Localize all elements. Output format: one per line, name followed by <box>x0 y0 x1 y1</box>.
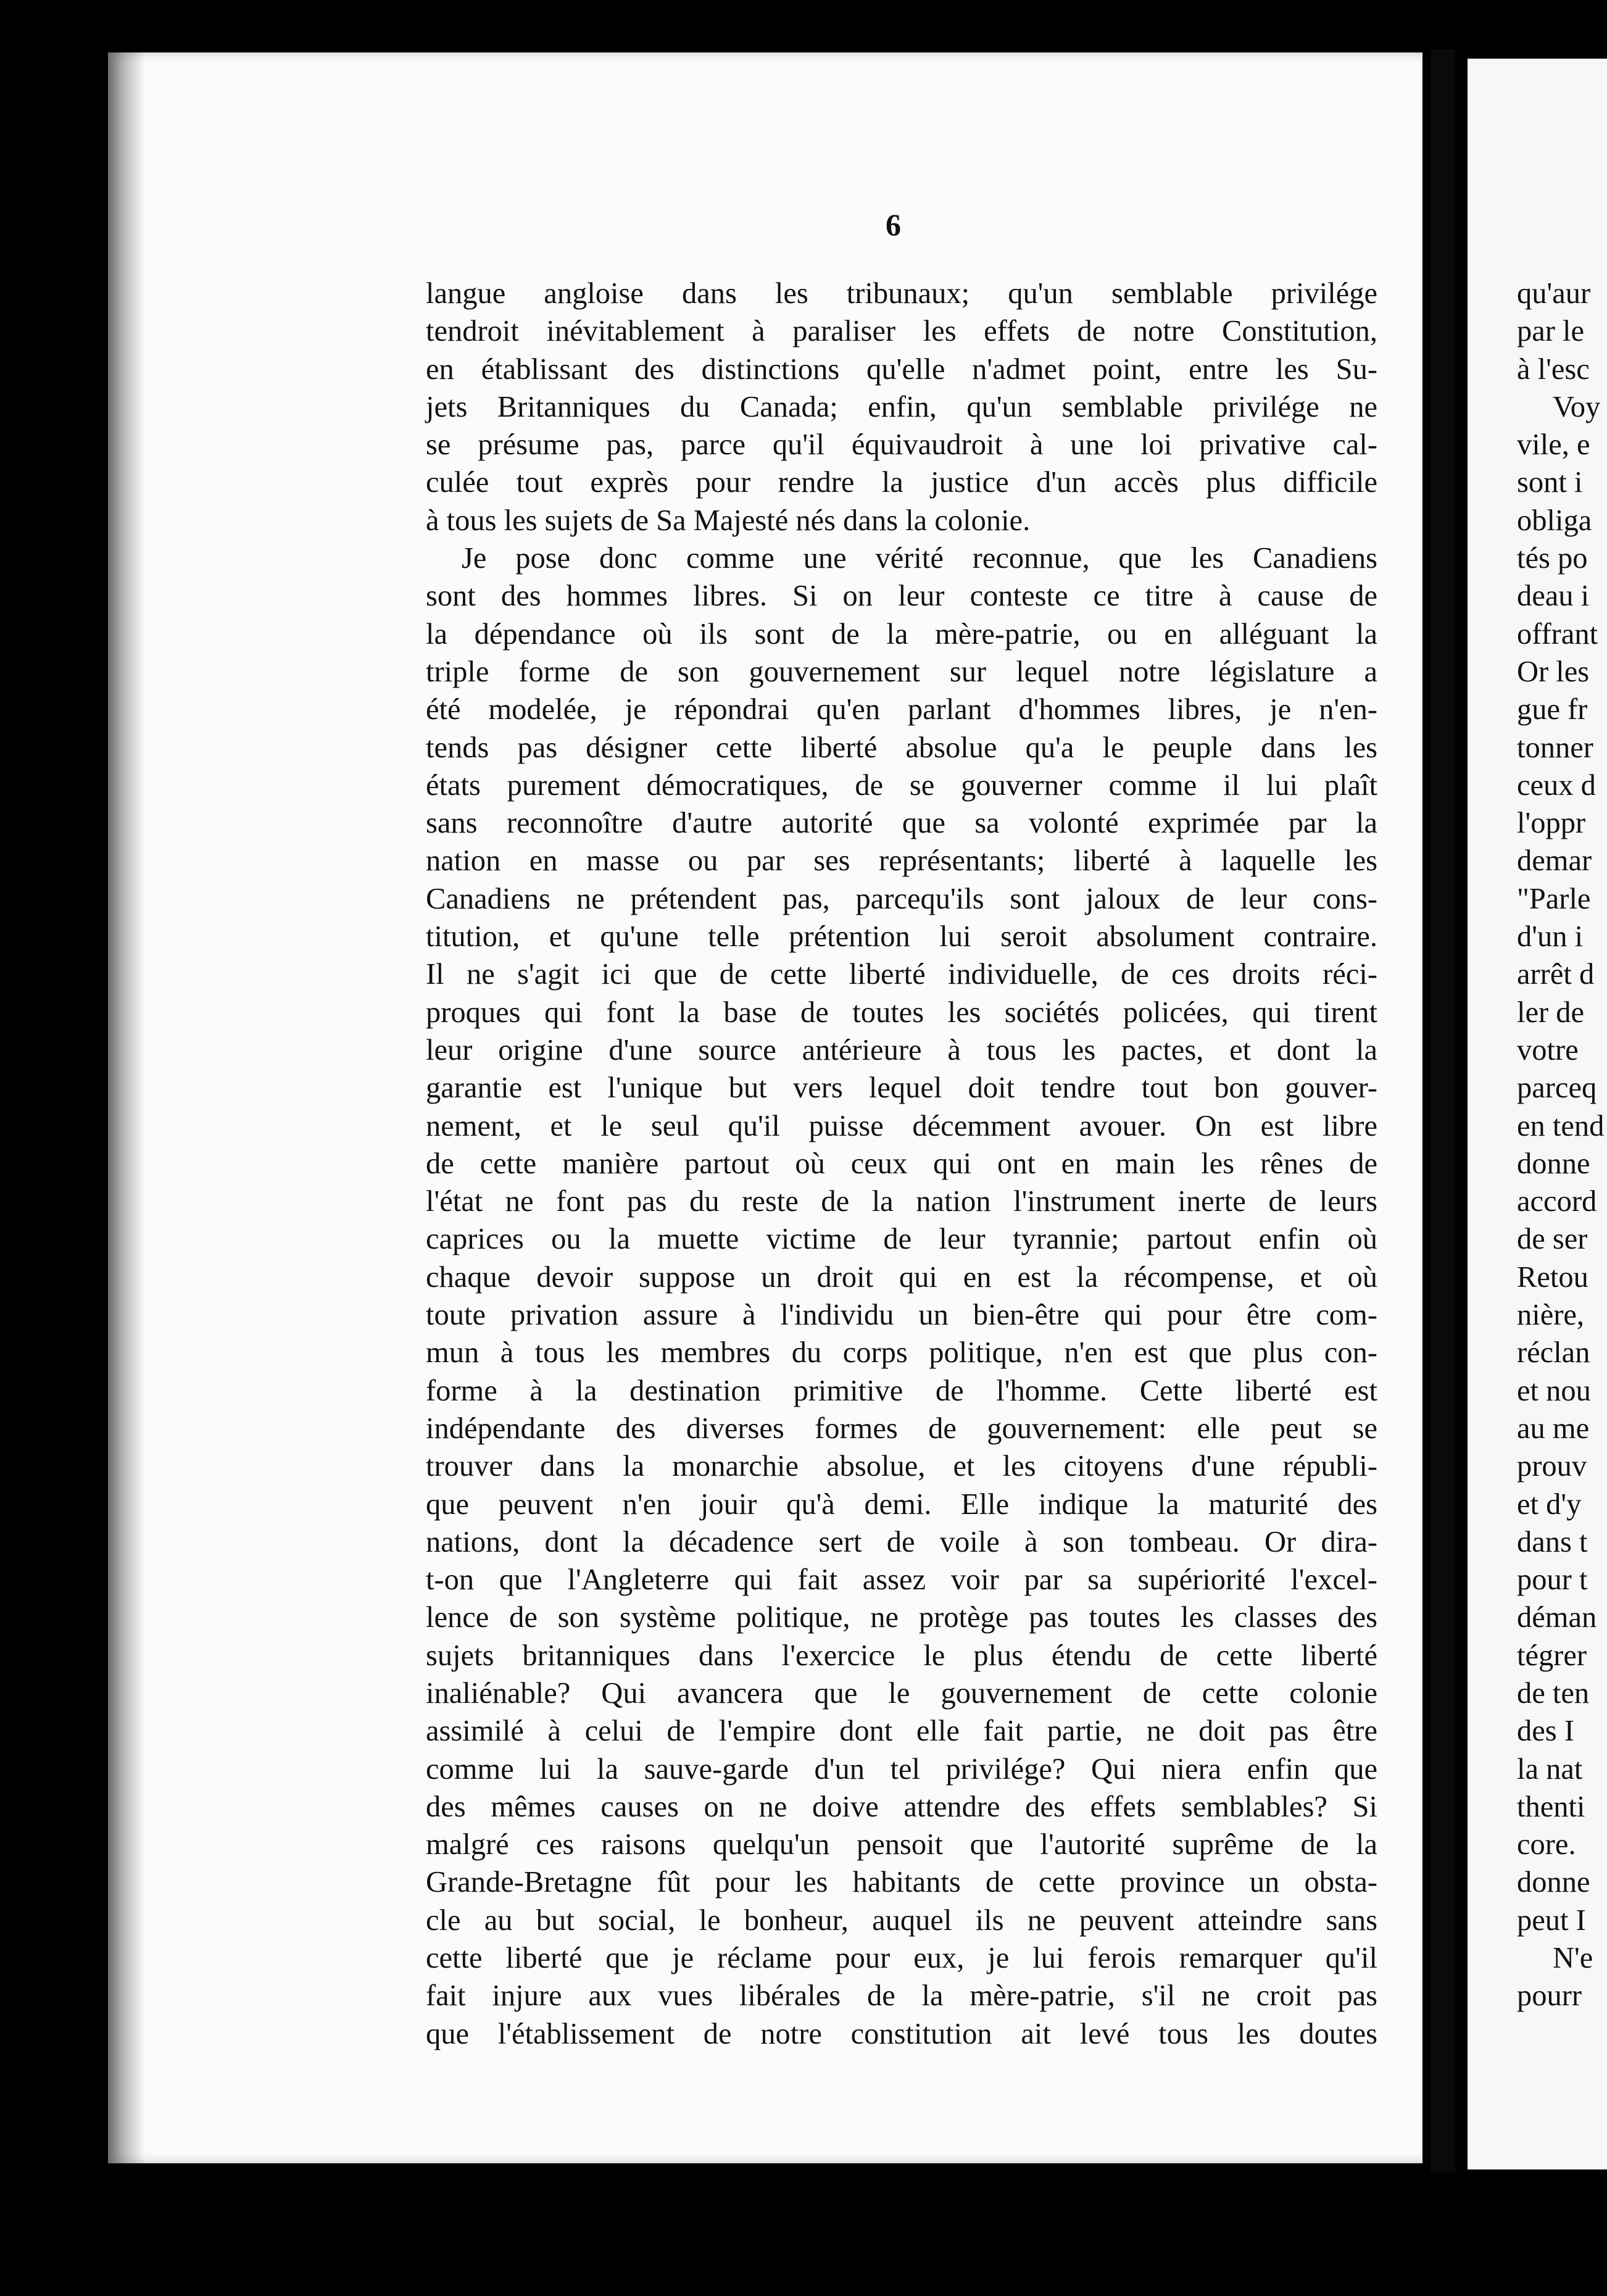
facing-page-line: de ten <box>1517 1676 1590 1710</box>
facing-page-line: accord <box>1517 1185 1597 1218</box>
text-line: cle au but social, le bonheur, auquel ils ne peuvent atteindre sans <box>426 1903 1377 1937</box>
facing-page-line: au me <box>1517 1412 1590 1445</box>
text-line: leur origine d'une source antérieure à tous les pactes, et dont la <box>426 1033 1377 1067</box>
facing-page-line: de ser <box>1517 1223 1588 1256</box>
facing-page-line: tés po <box>1517 542 1588 575</box>
text-line: la dépendance où ils sont de la mère-patrie, ou en alléguant la <box>426 617 1377 651</box>
text-line: mun à tous les membres du corps politique, n'en est que plus con- <box>426 1336 1377 1370</box>
facing-page-line: par le <box>1517 315 1585 348</box>
facing-page-line: ler de <box>1517 996 1585 1029</box>
text-line: été modelée, je répondrai qu'en parlant d'hommes libres, je n'en- <box>426 693 1377 726</box>
text-line: t-on que l'Angleterre qui fait assez voir par sa supériorité l'excel- <box>426 1563 1377 1597</box>
text-line: malgré ces raisons quelqu'un pensoit que l'autorité suprême de la <box>426 1828 1377 1861</box>
facing-page-line: réclan <box>1517 1336 1590 1370</box>
text-line: l'état ne font pas du reste de la nation l'instrument inerte de leurs <box>426 1185 1377 1218</box>
facing-page-line: obliga <box>1517 504 1592 537</box>
text-line: de cette manière partout où ceux qui ont en main les rênes de <box>426 1147 1377 1180</box>
facing-page-line: vile, e <box>1517 428 1590 462</box>
text-line: assimilé à celui de l'empire dont elle fait partie, ne doit pas être <box>426 1715 1377 1748</box>
text-line: caprices ou la muette victime de leur tyrannie; partout enfin où <box>426 1223 1377 1256</box>
facing-page-line: tégrer <box>1517 1639 1587 1672</box>
text-line: comme lui la sauve-garde d'un tel privilége? Qui niera enfin que <box>426 1752 1377 1786</box>
text-line: Canadiens ne prétendent pas, parcequ'ils sont jaloux de leur cons- <box>426 882 1377 915</box>
facing-page-line: dans t <box>1517 1525 1588 1558</box>
text-line: Je pose donc comme une vérité reconnue, que les Canadiens <box>462 542 1377 575</box>
facing-page-line: pourr <box>1517 1979 1582 2013</box>
facing-page-line: qu'aur <box>1517 277 1591 310</box>
facing-page-line: en tend <box>1517 1109 1605 1142</box>
text-line: que l'établissement de notre constitution ait levé tous les doutes <box>426 2017 1377 2050</box>
facing-page-line: "Parle <box>1517 882 1591 915</box>
facing-page-line: et nou <box>1517 1374 1591 1407</box>
text-line: indépendante des diverses formes de gouvernement: elle peut se <box>426 1412 1377 1445</box>
body-text <box>426 275 1377 2053</box>
facing-page-line: des I <box>1517 1715 1574 1748</box>
text-line: états purement démocratiques, de se gouverner comme il lui plaît <box>426 768 1377 802</box>
text-line: triple forme de son gouvernement sur lequel notre législature a <box>426 655 1377 688</box>
text-line: en établissant des distinctions qu'elle n'admet point, entre les Su- <box>426 352 1377 386</box>
facing-page-line: donne <box>1517 1866 1590 1899</box>
text-line: sujets britanniques dans l'exercice le plus étendu de cette liberté <box>426 1639 1377 1672</box>
facing-page-line: Retou <box>1517 1260 1588 1294</box>
facing-page-line: Voy <box>1553 390 1601 423</box>
text-line: nations, dont la décadence sert de voile à son tombeau. Or dira- <box>426 1525 1377 1558</box>
page-number: 6 <box>886 207 901 242</box>
text-line: des mêmes causes on ne doive attendre des effets semblables? Si <box>426 1790 1377 1823</box>
text-line: garantie est l'unique but vers lequel doit tendre tout bon gouver- <box>426 1071 1377 1105</box>
text-line: que peuvent n'en jouir qu'à demi. Elle indique la maturité des <box>426 1487 1377 1521</box>
facing-page-line: votre <box>1517 1033 1579 1067</box>
facing-page-line: ceux d <box>1517 768 1596 802</box>
facing-page-line: prouv <box>1517 1450 1587 1483</box>
facing-page-line: d'un i <box>1517 920 1584 954</box>
text-line: toute privation assure à l'individu un bien-être qui pour être com- <box>426 1299 1377 1332</box>
text-line: fait injure aux vues libérales de la mère-patrie, s'il ne croit pas <box>426 1979 1377 2013</box>
book-spine <box>1431 49 1455 2173</box>
text-line: à tous les sujets de Sa Majesté nés dans la colonie. <box>426 504 1031 537</box>
facing-page-line: arrêt d <box>1517 958 1595 991</box>
text-line: lence de son système politique, ne protège pas toutes les classes des <box>426 1601 1377 1634</box>
text-line: cette liberté que je réclame pour eux, je lui ferois remarquer qu'il <box>426 1942 1377 1975</box>
text-line: langue angloise dans les tribunaux; qu'un semblable privilége <box>426 277 1377 310</box>
facing-page-line: nière, <box>1517 1299 1585 1332</box>
facing-page-line: N'e <box>1553 1942 1593 1975</box>
facing-page-line: deau i <box>1517 580 1590 613</box>
text-line: chaque devoir suppose un droit qui en est la récompense, et où <box>426 1260 1377 1294</box>
text-line: culée tout exprès pour rendre la justice d'un accès plus difficile <box>426 466 1377 499</box>
facing-page-line: déman <box>1517 1601 1597 1634</box>
text-line: proques qui font la base de toutes les sociétés policées, qui tirent <box>426 996 1377 1029</box>
facing-page-text <box>1517 275 1604 2015</box>
facing-page <box>1468 59 1607 2169</box>
text-line: inaliénable? Qui avancera que le gouvernement de cette colonie <box>426 1676 1377 1710</box>
text-line: tends pas désigner cette liberté absolue qu'a le peuple dans les <box>426 731 1377 764</box>
facing-page-line: peut I <box>1517 1903 1586 1937</box>
facing-page-line: parceq <box>1517 1071 1597 1105</box>
facing-page-line: donne <box>1517 1147 1590 1180</box>
facing-page-line: thenti <box>1517 1790 1585 1823</box>
text-line: Il ne s'agit ici que de cette liberté individuelle, de ces droits réci- <box>426 958 1377 991</box>
facing-page-line: sont i <box>1517 466 1583 499</box>
facing-page-line: et d'y <box>1517 1487 1582 1521</box>
text-line: nation en masse ou par ses représentants; liberté à laquelle les <box>426 844 1377 878</box>
page-gutter-shadow <box>108 52 145 2163</box>
text-line: tendroit inévitablement à paraliser les effets de notre Constitution, <box>426 315 1377 348</box>
facing-page-line: core. <box>1517 1828 1576 1861</box>
text-line: titution, et qu'une telle prétention lui seroit absolument contraire. <box>426 920 1377 954</box>
text-line: sans reconnoître d'autre autorité que sa volonté exprimée par la <box>426 807 1377 840</box>
facing-page-line: demar <box>1517 844 1592 878</box>
facing-page-line: gue fr <box>1517 693 1588 726</box>
text-line: jets Britanniques du Canada; enfin, qu'un semblable privilége ne <box>426 390 1377 423</box>
facing-page-line: à l'esc <box>1517 352 1590 386</box>
text-line: forme à la destination primitive de l'homme. Cette liberté est <box>426 1374 1377 1407</box>
text-line: sont des hommes libres. Si on leur conteste ce titre à cause de <box>426 580 1377 613</box>
facing-page-line: Or les <box>1517 655 1590 688</box>
facing-page-line: l'oppr <box>1517 807 1586 840</box>
text-line: Grande-Bretagne fût pour les habitants de cette province un obsta- <box>426 1866 1377 1899</box>
text-line: nement, et le seul qu'il puisse décemment avouer. On est libre <box>426 1109 1377 1142</box>
facing-page-line: la nat <box>1517 1752 1583 1786</box>
text-line: se présume pas, parce qu'il équivaudroit à une loi privative cal- <box>426 428 1377 462</box>
facing-page-line: tonner <box>1517 731 1593 764</box>
text-line: trouver dans la monarchie absolue, et les citoyens d'une républi- <box>426 1450 1377 1483</box>
facing-page-line: pour t <box>1517 1563 1588 1597</box>
facing-page-line: offrant <box>1517 617 1598 651</box>
